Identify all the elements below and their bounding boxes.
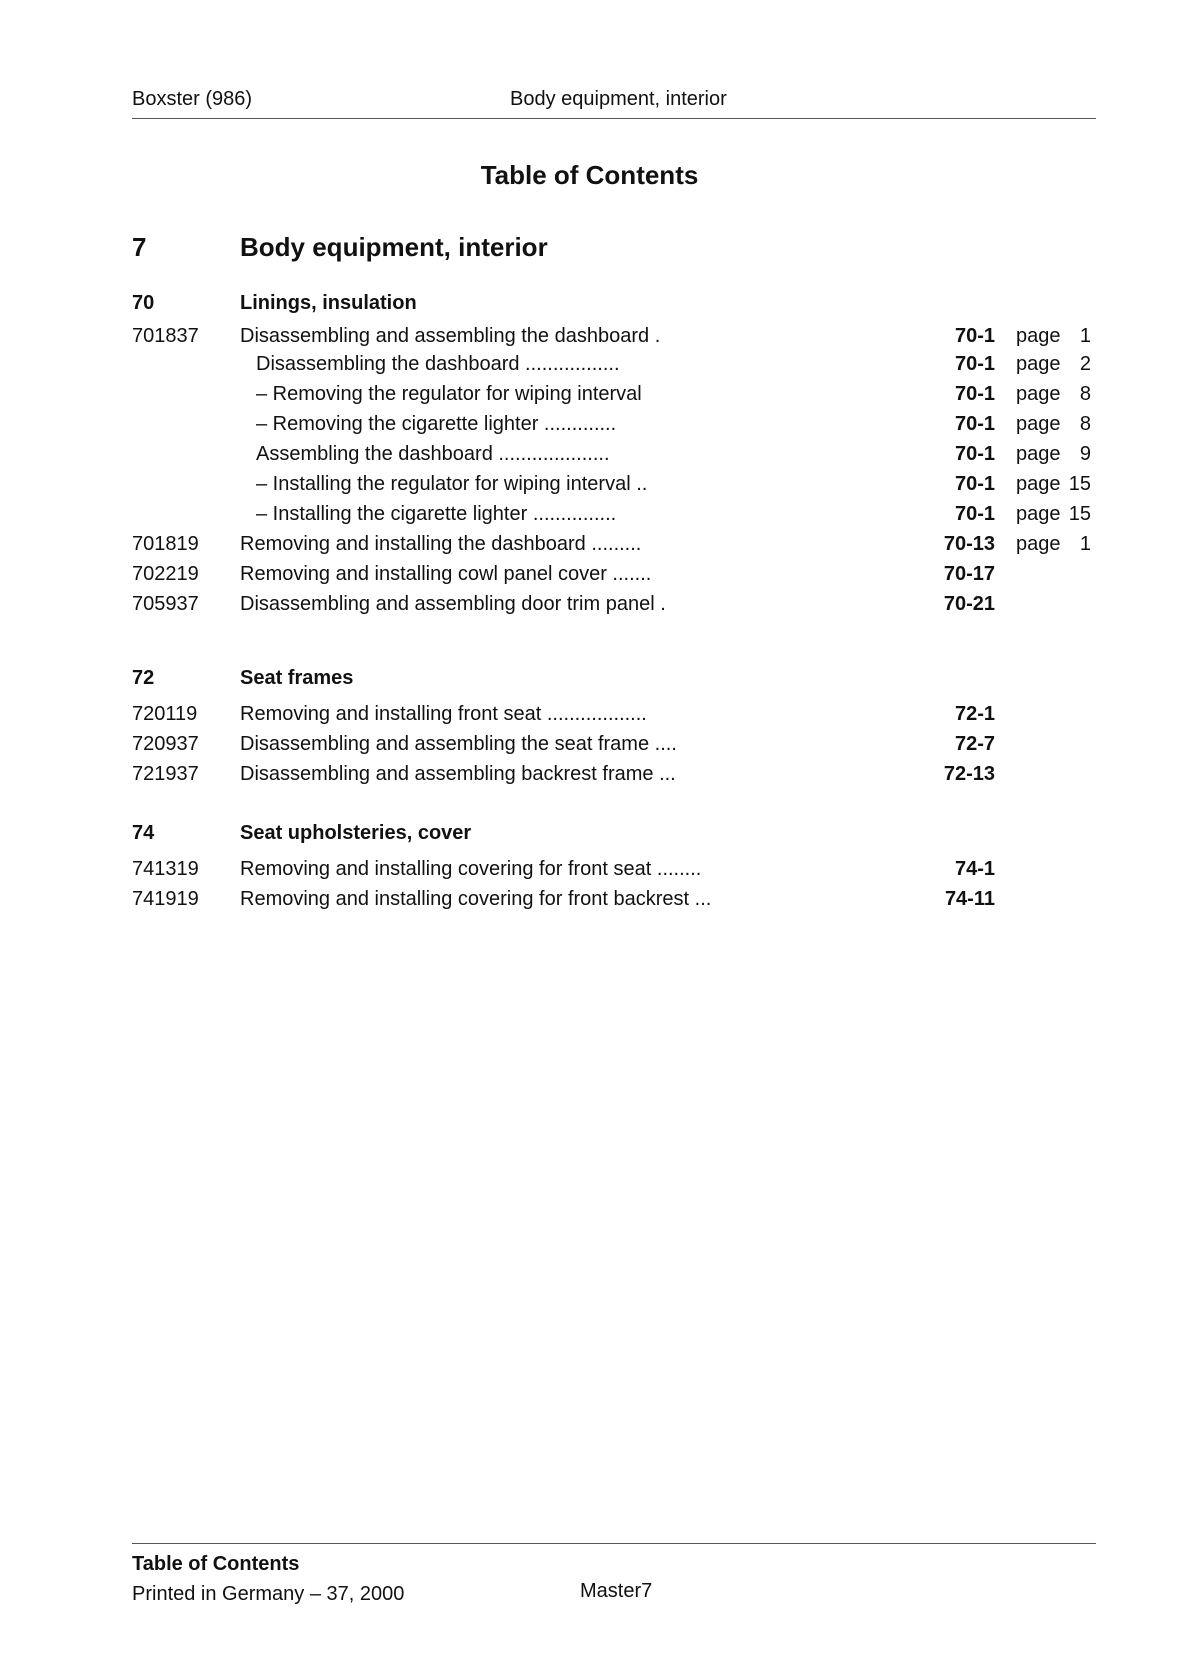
- entry-title: Disassembling and assembling backrest frame ...: [240, 763, 676, 785]
- entry-page-label: page: [1016, 353, 1061, 375]
- entry-page-label: page: [1016, 443, 1061, 465]
- entry-page-number: 1: [1079, 325, 1091, 347]
- section-title: Seat frames: [240, 667, 354, 689]
- entry-reference: 70-17: [943, 563, 995, 585]
- entry-code: 701819: [132, 533, 199, 555]
- entry-code: 720937: [132, 733, 199, 755]
- entry-page-number: 15: [1068, 473, 1091, 495]
- entry-code: 721937: [132, 763, 199, 785]
- toc-entry[interactable]: [0, 858, 1179, 886]
- entry-page-number: 1: [1079, 533, 1091, 555]
- entry-reference: 70-13: [943, 533, 995, 555]
- entry-title: Disassembling and assembling the seat frame ....: [240, 733, 677, 755]
- entry-code: 741919: [132, 888, 199, 910]
- entry-code: 702219: [132, 563, 199, 585]
- entry-page-label: page: [1016, 473, 1061, 495]
- page-title: Table of Contents: [480, 160, 699, 190]
- entry-page-number: 15: [1068, 503, 1091, 525]
- entry-page-number: 2: [1079, 353, 1091, 375]
- entry-reference: 74-11: [944, 888, 995, 910]
- header-section-name: Body equipment, interior: [510, 88, 727, 110]
- toc-entry[interactable]: [0, 443, 1179, 471]
- entry-page-label: page: [1016, 533, 1061, 555]
- section-number: 70: [132, 292, 155, 314]
- header-manual-name: Boxster (986): [132, 88, 253, 110]
- footer-master-id: Master7: [580, 1580, 653, 1602]
- entry-code: 741319: [132, 858, 199, 880]
- toc-entry[interactable]: [0, 383, 1179, 411]
- entry-title: – Installing the regulator for wiping interval ..: [256, 473, 648, 495]
- toc-entry[interactable]: [0, 353, 1179, 381]
- footer-title: Table of Contents: [132, 1553, 300, 1575]
- toc-entry[interactable]: [0, 413, 1179, 441]
- entry-title: Assembling the dashboard ....................: [256, 443, 610, 465]
- entry-page-label: page: [1016, 413, 1061, 435]
- toc-entry[interactable]: [0, 503, 1179, 531]
- footer-printed-info: Printed in Germany – 37, 2000: [132, 1583, 405, 1605]
- entry-reference: 70-1: [954, 473, 995, 495]
- entry-code: 701837: [132, 325, 199, 347]
- entry-reference: 70-1: [954, 353, 995, 375]
- section-number: 74: [132, 822, 155, 844]
- chapter-number: 7: [132, 232, 147, 262]
- entry-page-number: 9: [1079, 443, 1091, 465]
- entry-title: Removing and installing front seat ..................: [240, 703, 647, 725]
- entry-title: Removing and installing covering for front seat ........: [240, 858, 702, 880]
- chapter-title: Body equipment, interior: [240, 232, 548, 262]
- entry-reference: 72-7: [954, 733, 995, 755]
- entry-reference: 70-1: [954, 325, 995, 347]
- toc-entry[interactable]: [0, 888, 1179, 916]
- entry-page-label: page: [1016, 325, 1061, 347]
- entry-page-label: page: [1016, 383, 1061, 405]
- entry-reference: 74-1: [954, 858, 995, 880]
- entry-title: Disassembling and assembling the dashboard .: [240, 325, 661, 347]
- entry-title: – Removing the regulator for wiping interval: [256, 383, 642, 405]
- entry-title: – Removing the cigarette lighter .............: [256, 413, 617, 435]
- entry-page-number: 8: [1079, 413, 1091, 435]
- entry-reference: 70-1: [954, 383, 995, 405]
- entry-title: Disassembling and assembling door trim panel .: [240, 593, 666, 615]
- entry-reference: 72-1: [954, 703, 995, 725]
- entry-title: Disassembling the dashboard .................: [256, 353, 620, 375]
- entry-page-number: 8: [1079, 383, 1091, 405]
- toc-entry[interactable]: [0, 703, 1179, 731]
- toc-entry[interactable]: [0, 733, 1179, 761]
- header-divider: [132, 118, 1096, 119]
- entry-reference: 70-1: [954, 443, 995, 465]
- section-title: Seat upholsteries, cover: [240, 822, 472, 844]
- toc-entry[interactable]: [0, 593, 1179, 621]
- toc-entry[interactable]: [0, 325, 1179, 353]
- entry-reference: 70-21: [943, 593, 995, 615]
- toc-entry[interactable]: [0, 563, 1179, 591]
- entry-code: 720119: [132, 703, 198, 725]
- entry-title: – Installing the cigarette lighter ...............: [256, 503, 617, 525]
- section-title: Linings, insulation: [240, 292, 417, 314]
- footer-divider: [132, 1543, 1096, 1544]
- entry-reference: 70-1: [954, 413, 995, 435]
- entry-title: Removing and installing cowl panel cover .......: [240, 563, 652, 585]
- toc-entry[interactable]: [0, 533, 1179, 561]
- entry-title: Removing and installing the dashboard .........: [240, 533, 642, 555]
- toc-entry[interactable]: [0, 763, 1179, 791]
- toc-entry[interactable]: [0, 473, 1179, 501]
- entry-reference: 70-1: [954, 503, 995, 525]
- entry-reference: 72-13: [943, 763, 995, 785]
- section-number: 72: [132, 667, 155, 689]
- entry-code: 705937: [132, 593, 199, 615]
- entry-title: Removing and installing covering for front backrest ...: [240, 888, 712, 910]
- entry-page-label: page: [1016, 503, 1061, 525]
